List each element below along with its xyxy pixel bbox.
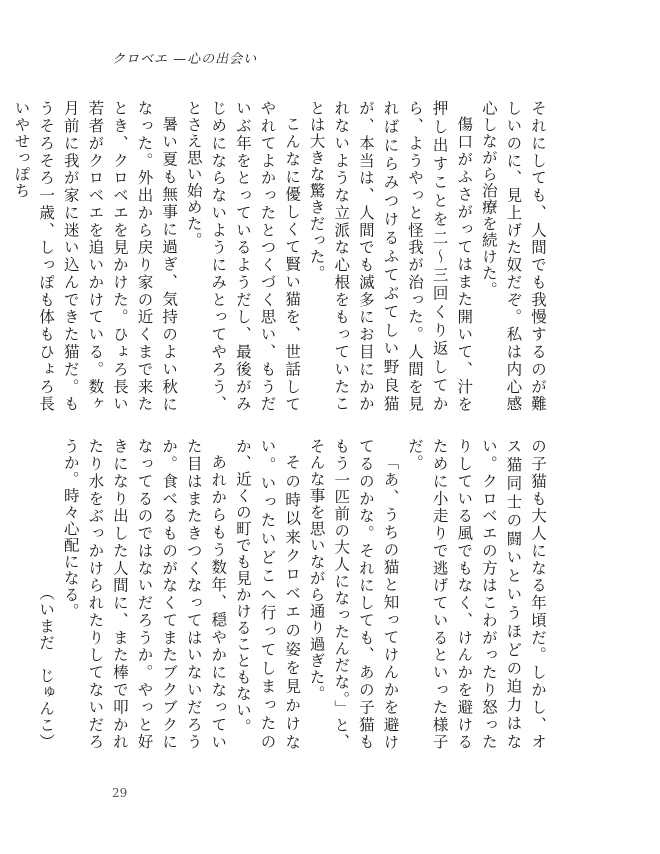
paragraph: その時以来クロベエの姿を見かけない。いったいどこへ行ってしまったのか、近くの町でも見かけることもない。 xyxy=(233,438,302,750)
running-header: クロベエ —心の出会い xyxy=(112,52,258,67)
paragraph: 「あ、うちの猫と知ってけんかを避けてるのかな。それにしても、あの子猫ももう一匹前の大人になったんだな。」と、そんな事を思いながら通り過ぎた。 xyxy=(307,438,400,750)
text-block-lower xyxy=(37,438,550,750)
paragraph: の子猫も大人になる年頃だ。しかし、オス猫同士の闘いというほどの迫力はない。クロベエの方はこわがったり怒ったりしている風でもなく、けんかを避けるために小走りで逃げているといった様子だ。 xyxy=(406,438,547,750)
paragraph: 傷口がふさがってはまた開いて、汁を押し出すことを二〜三回くり返してから、ようやっと怪我が治った。人間を見ればにらみつけるふてぶてしい野良猫が、本当は、人間でも滅多にお目にかかれないような立派な心根をもっていたことは大きな驚きだった。 xyxy=(307,100,474,412)
paragraph: あれからもう数年、穏やかになっていた目はまたきつくなってはいないだろうか。食べるものがなくてまたブクブクになってるのではないだろうか。やっと好きになり出した人間に、また棒で叩かれたり水をぶっかけられたりしてないだろうか。時々心配になる。 xyxy=(61,438,228,750)
author-credit: （いまだ じゅんこ） xyxy=(37,585,56,750)
paragraph: 暑い夏も無事に過ぎ、気持のよい秋になった。外出から戻り家の近くまで来たとき、クロベエを見かけた。ひょろ長い若者がクロベエを追いかけている。数ヶ月前に我が家に迷い込んできた猫だ。もうそろそろ一歳、しっぽも体もひょろ長いやせっぽち xyxy=(12,100,179,412)
paragraph: こんなに優しくて賢い猫を、世話してやれてよかったとつくづく思い、もうだいぶ年をとっているようだし、最後がみじめにならないようにみとってやろう、とさえ思い始めた。 xyxy=(184,100,302,412)
text-block-upper xyxy=(12,100,550,412)
paragraph: それにしても、人間でも我慢するのが難しいのに、見上げた奴だぞ。私は内心感心しながら治療を続けた。 xyxy=(479,100,547,412)
page-number: 29 xyxy=(112,786,128,800)
